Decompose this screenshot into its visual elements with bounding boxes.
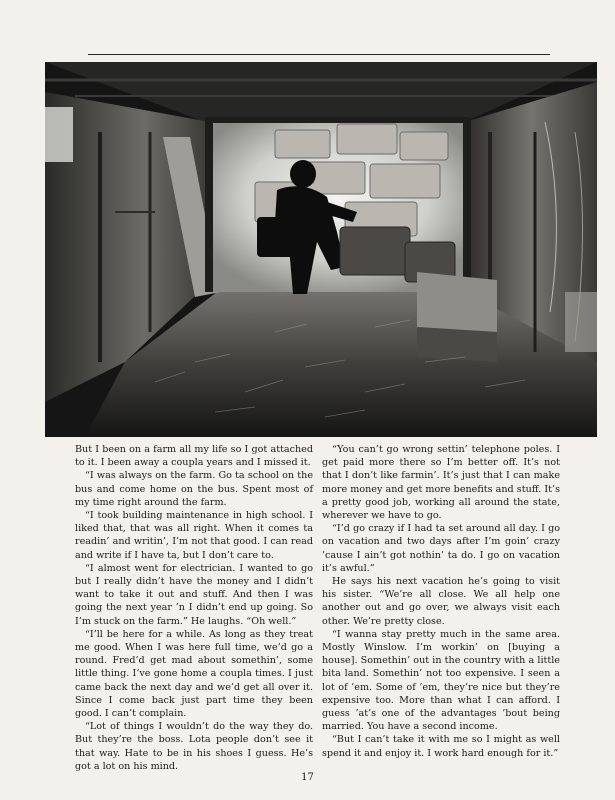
paragraph: “I almost went for electrician. I wanted to go but I really didn’t have the money and I didn’t want to take it out and stuff. And then I was going the next year ’n I didn’t end up going. So I’m stuck on the farm.” He laughs. “Oh well.”	[75, 562, 313, 627]
paragraph: “I’ll be here for a while. As long as they treat me good. When I was here full time, we’d go a round. Fred’d get mad about somethin’, some little thing. I’ve gone home a coupla times. I just came back the next day and we’d get all over it. Since I come back just part time they been good. I can’t complain.	[75, 628, 313, 720]
paragraph: “I took building maintenance in high school. I liked that, that was all right. When it comes ta readin’ and writin’, I’m not that good. I can read and write if I have ta, but I don’t care to.	[75, 510, 313, 561]
paragraph: “But I can’t take it with me so I might as well spend it and enjoy it. I work hard enough for it.”	[322, 734, 560, 759]
paragraph: “I’d go crazy if I had ta set around all day. I go on vacation and two days after I’m goin’ crazy ’cause I ain’t got nothin’ ta do. I go on vacation it’s awful.”	[322, 523, 560, 574]
paragraph: But I been on a farm all my life so I got attached to it. I been away a coupla years and I missed it.	[75, 444, 313, 469]
paragraph: “I wanna stay pretty much in the same area. Mostly Winslow. I’m workin’ on [buying a house]. Somethin’ out in the country with a little bita land. Somethin’ not too expensive. I seen a lot of ’em. Some of ’em, they’re nice but they’re expensive too. More than what I can afford. I guess ’at’s one of the advantages ’bout being married. You have a second income.	[322, 628, 560, 733]
paragraph: “I was always on the farm. Go ta school on the bus and come home on the bus. Spent most of my time right around the farm.	[75, 470, 313, 508]
text-column-left	[75, 443, 313, 773]
barn-photograph	[45, 62, 597, 437]
paragraph: “You can’t go wrong settin’ telephone poles. I get paid more there so I’m better off. It’s not that I don’t like farmin’. It’s just that I can make more money and get more benefits and stuff. It’s a pretty good job, working all around the state, wherever we have to go.	[322, 444, 560, 522]
text-column-right	[322, 443, 560, 760]
paragraph: “Lot of things I wouldn’t do the way they do. But they’re the boss. Lota people don’t see it that way. Hate to be in his shoes I guess. He’s got a lot on his mind.	[75, 721, 313, 772]
barn-photo-icon	[45, 62, 597, 437]
paragraph: He says his next vacation he’s going to visit his sister. “We’re all close. We all help one another out and go over, we always visit each other. We’re pretty close.	[322, 576, 560, 627]
header-rule	[88, 54, 550, 55]
page-number: 17	[301, 772, 314, 783]
